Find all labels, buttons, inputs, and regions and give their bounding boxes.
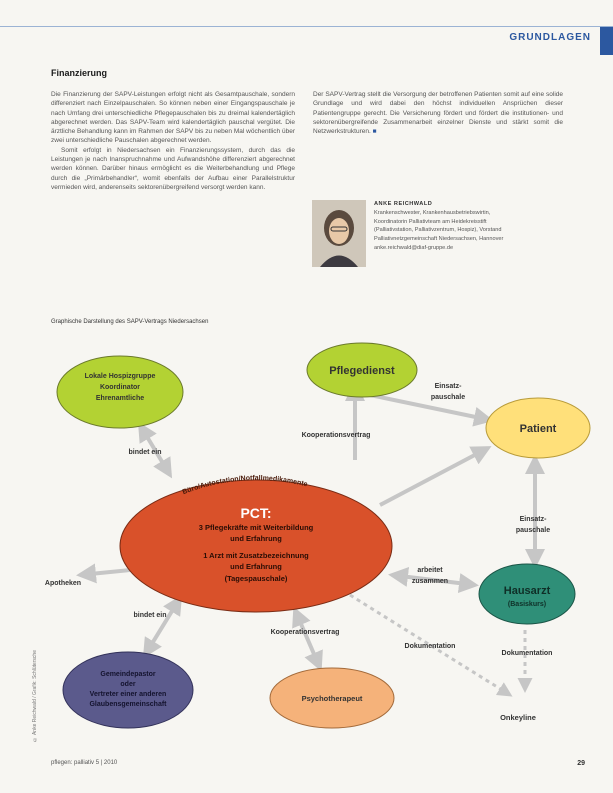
edge-label-doku: Dokumentation bbox=[404, 643, 456, 650]
author-line: Koordinatorin Palliativteam am Heidekreisstift bbox=[374, 218, 487, 225]
edge-label-arbeitet: zusammen bbox=[411, 578, 449, 585]
node-onkeyline: Onkeyline bbox=[500, 713, 536, 722]
author-line: Palliativnetzgemeinschaft Niedersachsen, Hannover bbox=[374, 236, 504, 243]
node-hausarzt-label: Hausarzt bbox=[503, 585, 551, 597]
section-label: GRUNDLAGEN bbox=[509, 32, 591, 43]
figure-caption: Graphische Darstellung des SAPV-Vertrags Niedersachsen bbox=[51, 319, 209, 325]
edge-label-einsatz: pauschale bbox=[430, 394, 466, 401]
node-gemeinde-line: Gemeindepastor bbox=[100, 671, 156, 678]
end-mark: ■ bbox=[372, 128, 377, 136]
edge-label-koop: Kooperationsvertrag bbox=[270, 629, 340, 636]
node-pct-arc-label: Büro/Autostation/Notfallmedikamente bbox=[181, 475, 309, 497]
section-header bbox=[0, 26, 613, 49]
sapv-diagram bbox=[0, 330, 613, 750]
node-gemeinde-line: oder bbox=[120, 681, 136, 688]
article-column-right bbox=[313, 90, 563, 136]
node-gemeindepastor bbox=[63, 652, 193, 728]
node-pct-line: 3 Pflegekräfte mit Weiterbildung bbox=[198, 523, 314, 532]
author-line: Krankenschwester, Krankenhausbetriebswirtin, bbox=[374, 209, 491, 216]
paragraph: Die Finanzierung der SAPV-Leistungen erfolgt nicht als Gesamtpauschale, sondern differenziert nach Einzelpauschalen. So können neben einer Eingangspauschale je nach Umfang drei unterschiedliche Pflegepauschalen bis zu dreimal kalendertäglich abgerechnet werden. Das SAPV-Team wird kalendertäglich pauschal vergütet. Die ärztliche Behandlung kann im Rahmen der SAPV bis zu neben Mal wöchentlich über zwei unterschiedliche Pauschalen abgerechnet werden. bbox=[51, 91, 295, 145]
author-bio bbox=[374, 200, 574, 253]
node-apotheken: Apotheken bbox=[44, 580, 82, 587]
node-pct-line: und Erfahrung bbox=[230, 562, 282, 571]
author-line: (Palliativstation, Palliativzentrum, Hospiz), Vorstand bbox=[374, 227, 502, 234]
node-patient-label: Patient bbox=[519, 423, 557, 435]
node-pct-line: 1 Arzt mit Zusatzbezeichnung bbox=[203, 551, 309, 560]
node-pct-line: und Erfahrung bbox=[230, 534, 282, 543]
edge-label-bindet: bindet ein bbox=[128, 449, 162, 456]
author-photo bbox=[312, 200, 366, 267]
node-lokale-line: Lokale Hospizgruppe bbox=[84, 373, 156, 380]
edge-label-doku: Dokumentation bbox=[501, 650, 553, 657]
edge-label-einsatz: Einsatz- bbox=[434, 383, 462, 390]
connector bbox=[295, 610, 320, 668]
node-pct-title: PCT: bbox=[240, 505, 272, 521]
node-psychotherapeut-label: Psychotherapeut bbox=[301, 694, 363, 703]
author-name: ANKE REICHWALD bbox=[374, 201, 433, 207]
node-pflegedienst-label: Pflegedienst bbox=[329, 365, 395, 377]
connector bbox=[380, 448, 488, 505]
image-credit: © Anke Reichwald / Grafik: Schlütersche bbox=[32, 650, 38, 743]
node-lokale-line: Koordinator bbox=[99, 384, 141, 391]
author-email: anke.reichwald@diaf-gruppe.de bbox=[374, 244, 454, 251]
article-column-left bbox=[51, 90, 295, 192]
node-hausarzt-sub: (Basiskurs) bbox=[507, 601, 547, 608]
edge-label-koop: Kooperationsvertrag bbox=[301, 432, 371, 439]
section-tab bbox=[600, 27, 613, 55]
node-lokale-hospizgruppe bbox=[57, 356, 183, 428]
node-lokale-line: Ehrenamtliche bbox=[95, 395, 145, 402]
footer-issue: pflegen: palliativ 5 | 2010 bbox=[51, 760, 118, 766]
page-number: 29 bbox=[577, 760, 585, 767]
paragraph: Der SAPV-Vertrag stellt die Versorgung der betroffenen Patienten somit auf eine solide Grundlage und wird dabei den höchst individuellen Ansprüchen dieser Patientengruppe gerecht. Die Versicherung fördert und fördert die institutionen- und sektorenübergreifende Zusammenarbeit einzelner Dienste und stärkt somit die Netzwerkstrukturen. ■ bbox=[313, 91, 563, 136]
edge-label-einsatz: pauschale bbox=[515, 527, 551, 534]
node-pct bbox=[120, 480, 392, 612]
connector bbox=[145, 598, 180, 655]
node-pct-line: (Tagespauschale) bbox=[224, 574, 288, 583]
connector bbox=[80, 570, 130, 575]
paragraph: Somit erfolgt in Niedersachsen ein Finanzierungssystem, durch das die Leistungen je nach Inanspruchnahme und Aufwandshöhe differenziert abgerechnet werden können. Darüber hinaus ermöglicht es die Weiterbehandlung und Pflege durch die „Primärbehandler“, womit ebenfalls der Aufbau einer Parallelstruktur vermieden wird, anderenseits sektorenübergreifend versorgt werden kann. bbox=[51, 146, 295, 191]
node-gemeinde-line: Vertreter einer anderen bbox=[89, 691, 167, 698]
edge-label-arbeitet: arbeitet bbox=[417, 567, 443, 574]
article-heading: Finanzierung bbox=[51, 68, 107, 78]
edge-label-bindet: bindet ein bbox=[133, 612, 167, 619]
edge-label-einsatz: Einsatz- bbox=[519, 516, 547, 523]
node-gemeinde-line: Glaubensgemeinschaft bbox=[89, 701, 167, 708]
